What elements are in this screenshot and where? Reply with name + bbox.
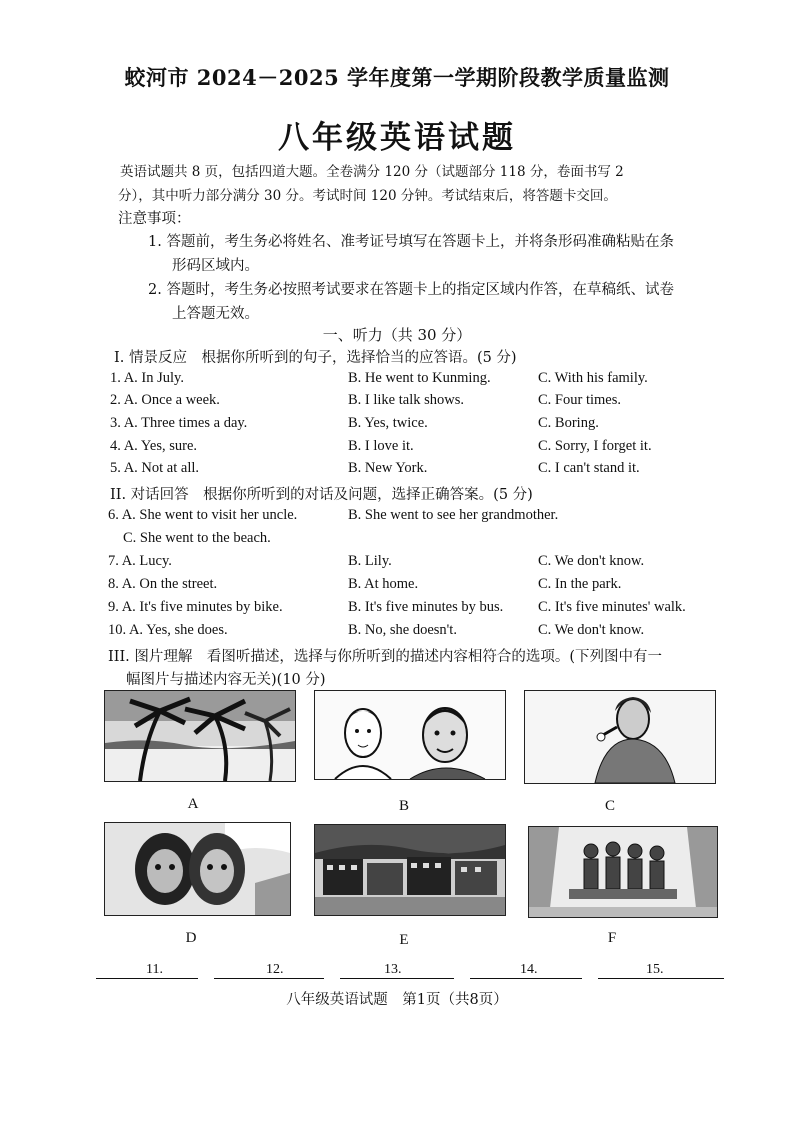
picture-f-group-performance <box>528 826 718 918</box>
question-option-c: C. Sorry, I forget it. <box>538 438 652 454</box>
notes-heading: 注意事项： <box>118 211 191 227</box>
question-option-c: C. It's five minutes' walk. <box>538 599 686 615</box>
intro-line-1: 英语试题共 8 页，包括四道大题。全卷满分 120 分（试题部分 118 分，卷面书写 2 <box>120 164 624 180</box>
part2-heading: II. 对话回答 根据你所听到的对话及问题，选择正确答案。(5 分) <box>110 487 533 503</box>
question-option-b: B. No, she doesn't. <box>348 622 457 638</box>
blank-number-12: 12. <box>266 962 284 977</box>
question-option-c: C. She went to the beach. <box>123 530 271 546</box>
question-option-a: 5. A. Not at all. <box>110 460 200 476</box>
picture-label-f: F <box>607 930 617 946</box>
part3-heading-line-1: III. 图片理解 看图听描述，选择与你所听到的描述内容相符合的选项。(下列图中有一 <box>108 649 663 665</box>
answer-blank-14[interactable] <box>470 978 582 979</box>
question-option-c: C. Boring. <box>538 415 599 431</box>
question-option-c: C. In the park. <box>538 576 622 592</box>
picture-label-e: E <box>399 932 409 948</box>
question-option-a: 2. A. Once a week. <box>110 392 220 408</box>
question-option-b: B. At home. <box>348 576 419 592</box>
question-option-b: B. I like talk shows. <box>348 392 464 408</box>
question-option-a: 1. A. In July. <box>110 370 184 386</box>
picture-b-two-boys <box>314 690 506 780</box>
picture-d-two-girls <box>104 822 291 916</box>
answer-blank-15[interactable] <box>598 978 724 979</box>
question-option-c: C. I can't stand it. <box>538 460 640 476</box>
exam-header-title: 蛟河市 2024－2025 学年度第一学期阶段教学质量监测 <box>124 65 670 90</box>
question-option-b: B. It's five minutes by bus. <box>348 599 504 615</box>
question-option-c: C. Four times. <box>538 392 621 408</box>
question-option-b: B. She went to see her grandmother. <box>348 507 559 523</box>
picture-c-woman-eating <box>524 690 716 784</box>
picture-label-c: C <box>604 798 615 814</box>
question-option-c: C. We don't know. <box>538 553 645 569</box>
question-option-a: 7. A. Lucy. <box>108 553 172 569</box>
question-option-b: B. Yes, twice. <box>348 415 428 431</box>
note-item-1-line-2: 形码区域内。 <box>172 258 259 274</box>
question-option-b: B. I love it. <box>348 438 414 454</box>
question-option-a: 9. A. It's five minutes by bike. <box>108 599 283 615</box>
part1-heading: I. 情景反应 根据你所听到的句子，选择恰当的应答语。(5 分) <box>114 350 517 366</box>
picture-label-d: D <box>185 930 197 946</box>
picture-e-city <box>314 824 506 916</box>
question-option-c: C. With his family. <box>538 370 648 386</box>
picture-a-beach <box>104 690 296 782</box>
question-option-a: 10. A. Yes, she does. <box>108 622 228 638</box>
picture-label-b: B <box>398 798 409 814</box>
question-option-a: 6. A. She went to visit her uncle. <box>108 507 298 523</box>
section-listening-title: 一、听力（共 30 分） <box>322 326 472 344</box>
part3-heading-line-2: 幅图片与描述内容无关)(10 分) <box>126 672 326 688</box>
question-option-b: B. He went to Kunming. <box>348 370 491 386</box>
question-option-a: 4. A. Yes, sure. <box>110 438 198 454</box>
answer-blank-12[interactable] <box>214 978 324 979</box>
question-option-a: 3. A. Three times a day. <box>110 415 248 431</box>
blank-number-14: 14. <box>520 962 538 977</box>
question-option-b: B. Lily. <box>348 553 392 569</box>
question-option-a: 8. A. On the street. <box>108 576 218 592</box>
question-option-b: B. New York. <box>348 460 428 476</box>
note-item-2-line-2: 上答题无效。 <box>172 306 259 322</box>
note-item-1-line-1: 1. 答题前，考生务必将姓名、准考证号填写在答题卡上，并将条形码准确粘贴在条 <box>148 234 674 250</box>
answer-blank-11[interactable] <box>96 978 198 979</box>
exam-subject-title: 八年级英语试题 <box>278 120 516 156</box>
page-footer: 八年级英语试题 第1页（共8页） <box>286 992 508 1008</box>
picture-label-a: A <box>187 796 199 812</box>
blank-number-15: 15. <box>646 962 664 977</box>
answer-blank-13[interactable] <box>340 978 454 979</box>
blank-number-11: 11. <box>146 962 163 977</box>
intro-line-2: 分），其中听力部分满分 30 分。考试时间 120 分钟。考试结束后，将答题卡交回。 <box>118 188 617 204</box>
blank-number-13: 13. <box>384 962 402 977</box>
note-item-2-line-1: 2. 答题时，考生务必按照考试要求在答题卡上的指定区域内作答，在草稿纸、试卷 <box>148 282 674 298</box>
question-option-c: C. We don't know. <box>538 622 645 638</box>
